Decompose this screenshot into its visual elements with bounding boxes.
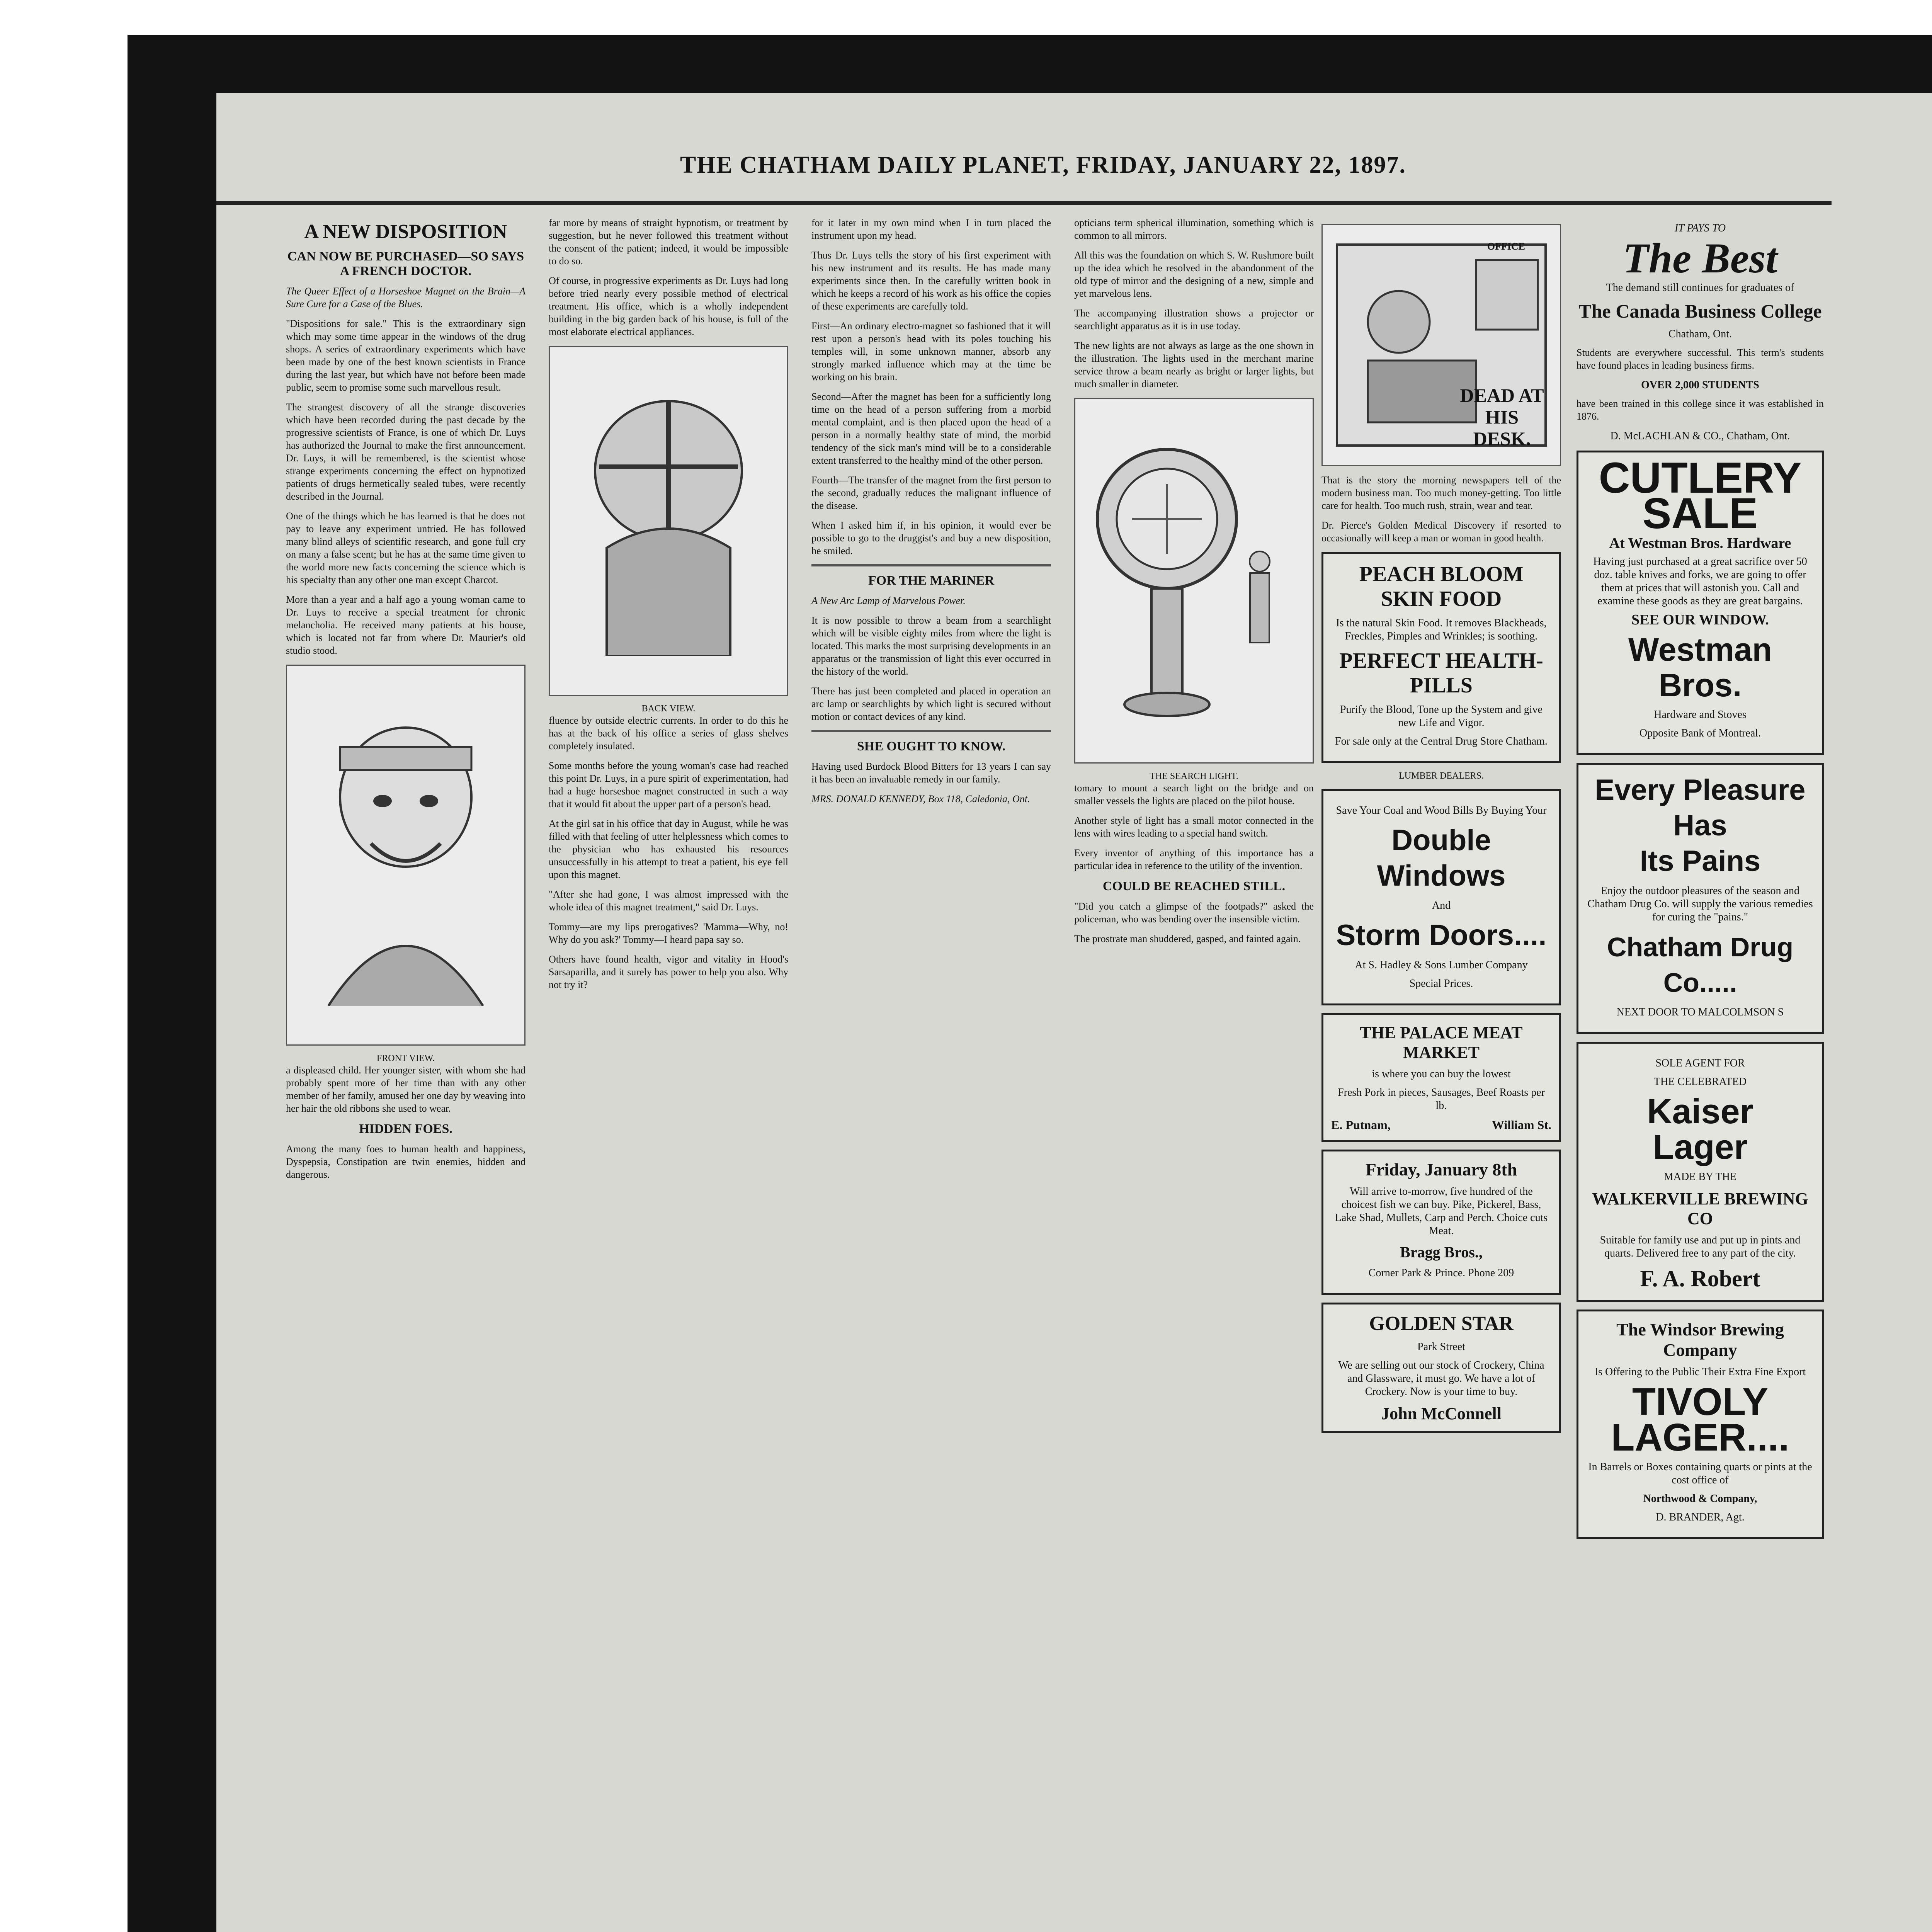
ad-text: Is the natural Skin Food. It removes Blackheads, Freckles, Pimples and Wrinkles; is soothing.: [1336, 617, 1547, 642]
ad-title: GOLDEN STAR: [1369, 1313, 1514, 1335]
section-heading: FOR THE MARINER: [868, 573, 995, 588]
ad-signature: Northwood & Company,: [1643, 1493, 1757, 1505]
paragraph: tomary to mount a search light on the bridge and on smaller vessels the lights are placed on the pilot house.: [1074, 782, 1314, 806]
tivoly-lager-ad: [1577, 1310, 1824, 1539]
paragraph: Tommy—are my lips prerogatives? 'Mamma—Why, no! Why do you ask?' Tommy—I heard papa say so.: [549, 921, 788, 945]
paragraph: Some months before the young woman's case had reached this point Dr. Luys, in a pure spirit of experimentation, had had a huge horseshoe magnet constructed in such a way that it would fit about the upper part of a person's head.: [549, 760, 788, 810]
paragraph: Second—After the magnet has been for a sufficiently long time on the head of a person suffering from a morbid mental complaint, and is then placed upon the head of a person in a normally healthy state of mind, the morbid tendency of the sick man's mind will be to a considerable extent transferred to the healthy mind of the other person.: [811, 391, 1051, 466]
ad-signature: John McConnell: [1381, 1404, 1502, 1423]
paragraph: More than a year and a half ago a young woman came to Dr. Luys to receive a special treatment for chronic melancholia. He received many patients at his house, which is located not far from where Dr. Maurier's old studio stood.: [286, 594, 526, 656]
ad-label: MADE BY THE: [1663, 1171, 1737, 1183]
paragraph: The strangest discovery of all the strange discoveries which have been recorded during the past decade by the progressive scientists of France, is one of which Dr. Luys has authorized the Journal to make the first announcement. Dr. Luys, it will be remembered, is the scientist whose strange experiments concerning the effect on hypnotized patients of drugs hermetically sealed tubes, were recently described in the Journal.: [286, 401, 526, 502]
ad-title: SALE: [1642, 489, 1758, 537]
paragraph: Thus Dr. Luys tells the story of his first experiment with his new instrument and its results. He has made many experiments since then. In the carefully written book in which he keeps a record of his work as his office the copies of these experiments are carefully told.: [811, 250, 1051, 312]
ad-text: Will arrive to-morrow, five hundred of the choicest fish we can buy. Pike, Pickerel, Bass, Lake Shad, Mullets, Carp and Perch. Choice cuts Meat.: [1335, 1185, 1548, 1237]
back-view-illustration: [549, 346, 788, 696]
ad-label: THE CELEBRATED: [1653, 1076, 1747, 1088]
search-light-illustration: [1074, 398, 1314, 764]
paragraph: "Did you catch a glimpse of the footpads?" asked the policeman, who was bending over the insensible victim.: [1074, 901, 1314, 925]
ad-text: The demand still continues for graduates of: [1606, 282, 1794, 294]
figure-caption: THE SEARCH LIGHT.: [1150, 771, 1238, 781]
ad-text: Having just purchased at a great sacrifice over 50 doz. table knives and forks, we are going to offer them at prices that will astonish you. Call and examine these goods as they are great bargains.: [1593, 556, 1807, 607]
figure-caption: BACK VIEW.: [641, 704, 696, 714]
paragraph: The prostrate man shuddered, gasped, and fainted again.: [1074, 933, 1301, 944]
ad-title: Lager: [1653, 1128, 1748, 1167]
searchlight-icon: [1086, 422, 1302, 739]
ad-text: At S. Hadley & Sons Lumber Company: [1355, 959, 1528, 971]
paragraph: for it later in my own mind when I in turn placed the instrument upon my head.: [811, 217, 1051, 241]
golden-star-ad: [1321, 1303, 1561, 1433]
ad-title: TIVOLY: [1632, 1380, 1768, 1423]
ad-title: Westman Bros.: [1628, 631, 1772, 703]
dead-at-desk-illustration: [1321, 224, 1561, 466]
ad-title: CUTLERY: [1599, 454, 1802, 502]
ad-text: IT PAYS TO: [1674, 222, 1726, 234]
column-5: [1321, 216, 1561, 1932]
paragraph: Among the many foes to human health and happiness, Dyspepsia, Constipation are twin enemies, hidden and dangerous.: [286, 1143, 526, 1180]
paragraph: Dr. Pierce's Golden Medical Discovery if resorted to occasionally will keep a man or woman in good health.: [1321, 520, 1561, 544]
figure-caption: FRONT VIEW.: [376, 1053, 435, 1063]
ad-subtitle: Hardware and Stoves: [1654, 709, 1747, 721]
divider: [811, 730, 1051, 732]
meat-market-ad: [1321, 1013, 1561, 1142]
paragraph: That is the story the morning newspapers tell of the modern business man. Too much money-getting. Too little care for health. Too much rush, strain, wear and tear.: [1321, 474, 1561, 511]
paragraph: It is now possible to throw a beam from a searchlight which will be visible eighty miles from where the light is located. This marks the most surprising developments in an apparatus or the transmission of light this ever occurred in the history of the world.: [811, 615, 1051, 677]
ad-text: Chatham, Ont.: [1668, 328, 1732, 340]
ad-text: Purify the Blood, Tone up the System and give new Life and Vigor.: [1340, 704, 1543, 729]
ad-title: PERFECT HEALTH-PILLS: [1339, 649, 1543, 697]
paragraph: Of course, in progressive experiments as Dr. Luys had long before tried nearly every possible method of electrical treatment. His office, which is a wholly independent building in the big garden back of his house, is full of the most elaborate electrical appliances.: [549, 275, 788, 337]
drug-co-ad: [1577, 763, 1824, 1034]
ad-footer: D. BRANDER, Agt.: [1656, 1511, 1745, 1523]
ad-footer: NEXT DOOR TO MALCOLMSON S: [1616, 1006, 1784, 1018]
ad-text: Is Offering to the Public Their Extra Fine Export: [1594, 1366, 1806, 1378]
section-label: LUMBER DEALERS.: [1398, 771, 1484, 781]
ad-text: Park Street: [1417, 1341, 1465, 1353]
paragraph: There has just been completed and placed in operation an arc lamp or searchlights by which light is secured without motion or contact devices of any kind.: [811, 685, 1051, 722]
signature: MRS. DONALD KENNEDY, Box 118, Caledonia, Ont.: [811, 793, 1030, 804]
paragraph: a displeased child. Her younger sister, with whom she had probably spent more of her time than with any other member of her family, amused her one day by weaving into her hair the old ribbons she used to wear.: [286, 1065, 526, 1114]
ad-text: And: [1432, 900, 1451, 912]
ad-text: In Barrels or Boxes containing quarts or pints at the cost office of: [1588, 1461, 1812, 1486]
ad-title: Storm Doors....: [1336, 919, 1547, 952]
ad-signature: D. McLACHLAN & CO., Chatham, Ont.: [1610, 430, 1790, 442]
ad-signature: Bragg Bros.,: [1400, 1243, 1483, 1261]
ad-title: Double Windows: [1377, 824, 1506, 892]
ad-footer: E. Putnam,: [1331, 1118, 1391, 1132]
paragraph: Having used Burdock Blood Bitters for 13 years I can say it has been an invaluable remedy in our family.: [811, 761, 1051, 785]
ad-title: Kaiser: [1647, 1092, 1753, 1131]
ad-text: We are selling out our stock of Crockery, China and Glassware, it must go. We have a lot of Crockery. Now is your time to buy.: [1338, 1359, 1544, 1398]
ad-label: SOLE AGENT FOR: [1655, 1057, 1745, 1069]
ad-text: Corner Park & Prince. Phone 209: [1368, 1267, 1514, 1279]
kaiser-lager-ad: [1577, 1042, 1824, 1302]
paragraph: Students are everywhere successful. This term's students have found places in leading business firms.: [1577, 347, 1824, 371]
ad-text: Save Your Coal and Wood Bills By Buying Your: [1336, 804, 1547, 816]
ad-title: The Canada Business College: [1578, 300, 1822, 322]
cutlery-sale-ad: [1577, 451, 1824, 755]
illustration-headline: DEAD AT HIS DESK.: [1460, 384, 1544, 449]
ad-highlight: OVER 2,000 STUDENTS: [1641, 379, 1759, 391]
paragraph: fluence by outside electric currents. In order to do this he has at the back of his office a series of glass shelves completely insulated.: [549, 715, 788, 752]
ad-title: Has: [1673, 809, 1727, 842]
paragraph: Fourth—The transfer of the magnet from the first person to the second, gradually reduces the malignant influence of the disease.: [811, 474, 1051, 511]
paragraph: First—An ordinary electro-magnet so fashioned that it will rest upon a person's head with its poles touching his temples will, in some unknown manner, absorb any strongly marked influence which may at the time be working on his brain.: [811, 320, 1051, 383]
paragraph: Every inventor of anything of this importance has a particular idea in reference to the utility of the invention.: [1074, 847, 1314, 871]
ad-text: Enjoy the outdoor pleasures of the season and Chatham Drug Co. will supply the various remedies for curing the "pains.": [1587, 885, 1813, 923]
paragraph: When I asked him if, in his opinion, it would ever be possible to go to the druggist's and buy a new disposition, he smiled.: [811, 520, 1051, 556]
ad-title: The Windsor Brewing Company: [1616, 1320, 1784, 1360]
masthead-title: THE CHATHAM DAILY PLANET, FRIDAY, JANUARY 22, 1897.: [680, 152, 1406, 178]
masthead-bar: [216, 147, 1832, 205]
paragraph: Others have found health, vigor and vitality in Hood's Sarsaparilla, and it surely has power to help you also. Why not try it?: [549, 954, 788, 990]
column-4: [1074, 216, 1314, 1932]
ad-text: is where you can buy the lowest: [1372, 1068, 1511, 1080]
ad-footer: Opposite Bank of Montreal.: [1639, 727, 1761, 739]
paragraph: have been trained in this college since it was established in 1876.: [1577, 398, 1824, 422]
ad-title: THE PALACE MEAT MARKET: [1360, 1023, 1523, 1062]
paragraph: "Dispositions for sale." This is the extraordinary sign which may some time appear in the windows of the drug shops. A series of extraordinary experiments which have been made by one of the best known scientists in France during the last year, but which have not before been made public, seem to promise some such marvellous result.: [286, 318, 526, 393]
ad-cta: SEE OUR WINDOW.: [1631, 612, 1769, 628]
fish-ad: [1321, 1150, 1561, 1295]
paragraph: At the girl sat in his office that day in August, while he was filled with that feeling of utter helplessness which comes to the physician who has exhausted his resources unsuccessfully in his attempt to treat a patient, his eye fell upon this magnet.: [549, 818, 788, 880]
ad-subtitle: At Westman Bros. Hardware: [1609, 535, 1791, 551]
paragraph: One of the things which he has learned is that he does not pay to leave any experiment untried. He has followed many blind alleys of scientific research, and gone full cry on many a false scent; but he has at the same time given to the world more new facts concerning the science which is his specialty than any other one man except Charcot.: [286, 510, 526, 585]
ad-text: For sale only at the Central Drug Store Chatham.: [1335, 735, 1548, 747]
column-3: [811, 216, 1051, 1932]
paragraph: Another style of light has a small motor connected in the lens with wires leading to a special hand switch.: [1074, 815, 1314, 839]
column-2: [549, 216, 788, 1932]
paragraph: "After she had gone, I was almost impressed with the whole idea of this magnet treatment," said Dr. Luys.: [549, 889, 788, 913]
paragraph: The new lights are not always as large as the one shown in the illustration. The lights used in the merchant marine service throw a beam nearly as bright or larger lights, but much smaller in diameter.: [1074, 340, 1314, 389]
subhead: A New Arc Lamp of Marvelous Power.: [811, 595, 966, 606]
deck: The Queer Effect of a Horseshoe Magnet on the Brain—A Sure Cure for a Case of the Blues.: [286, 286, 526, 310]
ad-title: PEACH BLOOM SKIN FOOD: [1359, 562, 1524, 611]
column-6: [1577, 216, 1824, 1932]
ad-title: Chatham Drug Co.....: [1607, 932, 1794, 998]
paragraph: far more by means of straight hypnotism, or treatment by suggestion, but he never followed this treatment without the consent of the patient; indeed, it would be impossible to do so.: [549, 217, 788, 267]
ad-title: Friday, January 8th: [1365, 1160, 1517, 1179]
ad-footer: William St.: [1492, 1118, 1551, 1132]
section-heading: SHE OUGHT TO KNOW.: [857, 739, 1006, 753]
head-back-icon: [568, 386, 769, 656]
ad-text: Suitable for family use and put up in pints and quarts. Delivered free to any part of the city.: [1600, 1234, 1801, 1259]
ad-title: Its Pains: [1639, 845, 1761, 878]
column-1: [286, 216, 526, 1932]
ad-signature: F. A. Robert: [1640, 1266, 1760, 1291]
portrait-drawing-icon: [305, 704, 506, 1006]
subhead: CAN NOW BE PURCHASED—SO SAYS A FRENCH DOCTOR.: [287, 249, 524, 278]
ad-title: LAGER....: [1611, 1416, 1789, 1459]
paragraph: opticians term spherical illumination, something which is common to all mirrors.: [1074, 217, 1314, 241]
office-sign: OFFICE: [1487, 241, 1525, 252]
ad-text: Special Prices.: [1409, 978, 1473, 990]
section-heading: COULD BE REACHED STILL.: [1102, 879, 1286, 893]
ad-company: WALKERVILLE BREWING CO: [1592, 1189, 1808, 1228]
paragraph: All this was the foundation on which S. W. Rushmore built up the idea which he resolved in the abandonment of the old type of mirror and the designing of a new, simple and yet marvelous lens.: [1074, 250, 1314, 299]
ad-title: Every Pleasure: [1595, 774, 1806, 806]
paragraph: The accompanying illustration shows a projector or searchlight apparatus as it is in use today.: [1074, 308, 1314, 332]
skin-food-ad: [1321, 552, 1561, 763]
front-view-illustration: [286, 665, 526, 1046]
divider: [811, 564, 1051, 566]
storm-doors-ad: [1321, 789, 1561, 1005]
the-best-logo: The Best: [1622, 235, 1778, 282]
section-heading: HIDDEN FOES.: [359, 1122, 452, 1136]
ad-text: Fresh Pork in pieces, Sausages, Beef Roasts per lb.: [1338, 1087, 1545, 1112]
headline: A NEW DISPOSITION: [304, 221, 507, 243]
